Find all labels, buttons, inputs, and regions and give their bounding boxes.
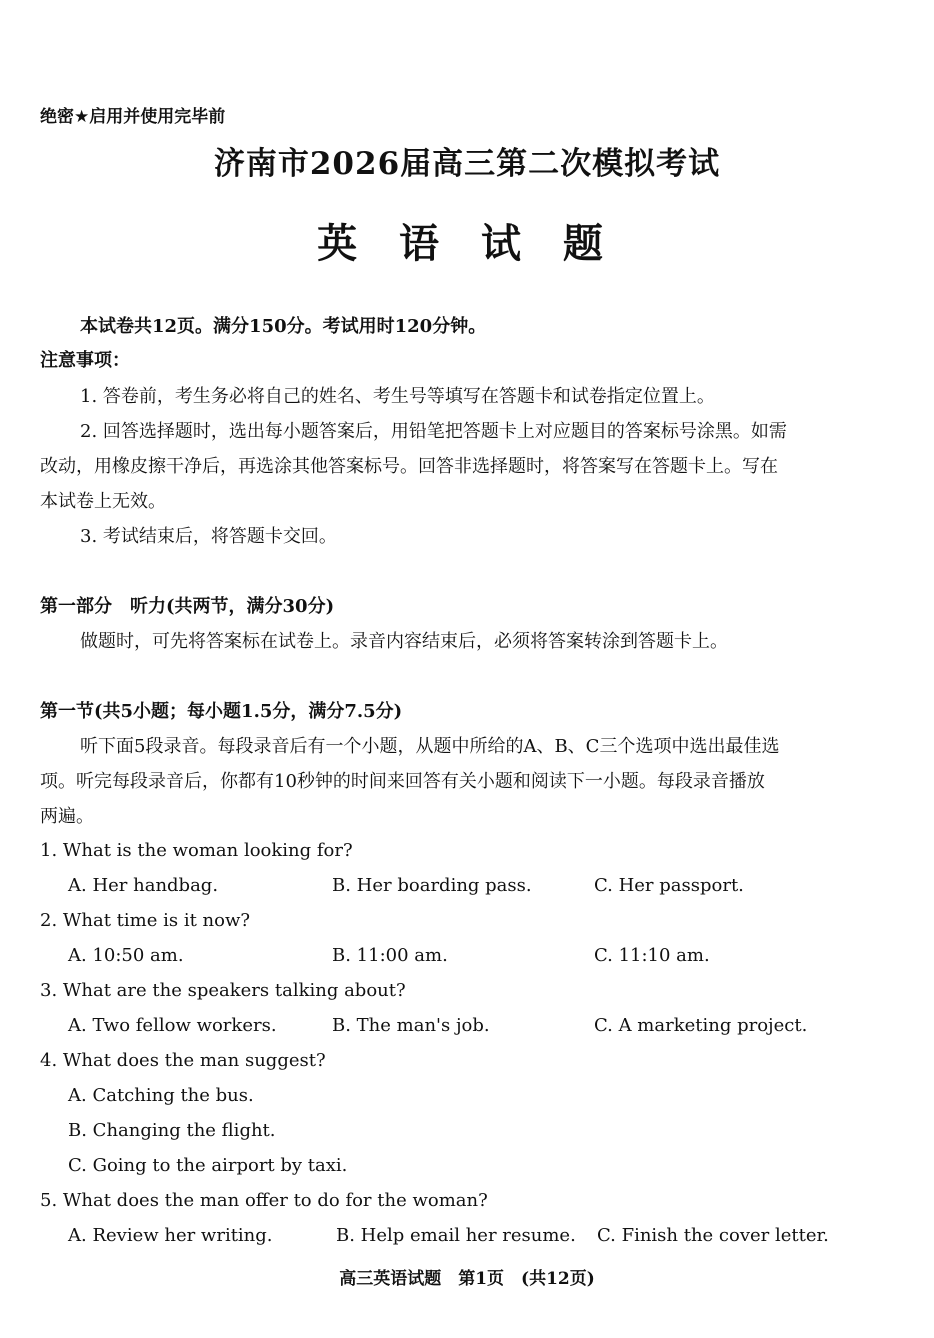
- question-4-option-b: B. Changing the flight.: [68, 1120, 276, 1141]
- section1-instruction-3: 两遍。: [40, 806, 94, 827]
- question-2-option-c: C. 11:10 am.: [594, 945, 710, 966]
- notice-heading: 注意事项：: [40, 350, 130, 371]
- question-4-option-a: A. Catching the bus.: [68, 1085, 254, 1106]
- notice-item-1: 1. 答卷前，考生务必将自己的姓名、考生号等填写在答题卡和试卷指定位置上。: [80, 386, 715, 407]
- question-5-option-b: B. Help email her resume.: [336, 1225, 576, 1246]
- question-2-option-a: A. 10:50 am.: [68, 945, 184, 966]
- part1-heading: 第一部分 听力(共两节，满分30分): [40, 596, 335, 617]
- subject-title: 英 语 试 题: [317, 220, 617, 267]
- question-1-option-b: B. Her boarding pass.: [332, 875, 532, 896]
- question-3-option-a: A. Two fellow workers.: [68, 1015, 277, 1036]
- exam-title: 济南市2026届高三第二次模拟考试: [213, 146, 721, 182]
- question-3-stem: 3. What are the speakers talking about?: [40, 980, 406, 1001]
- notice-item-2-cont: 改动，用橡皮擦干净后，再选涂其他答案标号。回答非选择题时，将答案写在答题卡上。写在: [40, 456, 778, 477]
- question-1-stem: 1. What is the woman looking for?: [40, 840, 353, 861]
- notice-item-2: 2. 回答选择题时，选出每小题答案后，用铅笔把答题卡上对应题目的答案标号涂黑。如需: [80, 421, 787, 442]
- question-2-stem: 2. What time is it now?: [40, 910, 251, 931]
- question-4-option-c: C. Going to the airport by taxi.: [68, 1155, 348, 1176]
- question-5-option-a: A. Review her writing.: [68, 1225, 273, 1246]
- part1-instruction: 做题时，可先将答案标在试卷上。录音内容结束后，必须将答案转涂到答题卡上。: [80, 631, 728, 652]
- section1-instruction-2: 项。听完每段录音后，你都有10秒钟的时间来回答有关小题和阅读下一小题。每段录音播放: [40, 771, 765, 792]
- question-5-stem: 5. What does the man offer to do for the woman?: [40, 1190, 488, 1211]
- question-1-option-a: A. Her handbag.: [68, 875, 219, 896]
- question-4-stem: 4. What does the man suggest?: [40, 1050, 326, 1071]
- question-5-option-c: C. Finish the cover letter.: [597, 1225, 829, 1246]
- question-3-option-c: C. A marketing project.: [594, 1015, 808, 1036]
- notice-item-3: 3. 考试结束后，将答题卡交回。: [80, 526, 337, 547]
- section1-heading: 第一节(共5小题；每小题1.5分，满分7.5分): [40, 701, 403, 722]
- notice-item-2-end: 本试卷上无效。: [40, 491, 166, 512]
- page-footer: 高三英语试题 第1页 (共12页): [339, 1269, 595, 1289]
- intro-text: 本试卷共12页。满分150分。考试用时120分钟。: [80, 316, 487, 337]
- section1-instruction-1: 听下面5段录音。每段录音后有一个小题，从题中所给的A、B、C三个选项中选出最佳选: [80, 736, 780, 757]
- question-3-option-b: B. The man's job.: [332, 1015, 490, 1036]
- confidential-label: 绝密★启用并使用完毕前: [40, 107, 226, 127]
- question-1-option-c: C. Her passport.: [594, 875, 744, 896]
- question-2-option-b: B. 11:00 am.: [332, 945, 448, 966]
